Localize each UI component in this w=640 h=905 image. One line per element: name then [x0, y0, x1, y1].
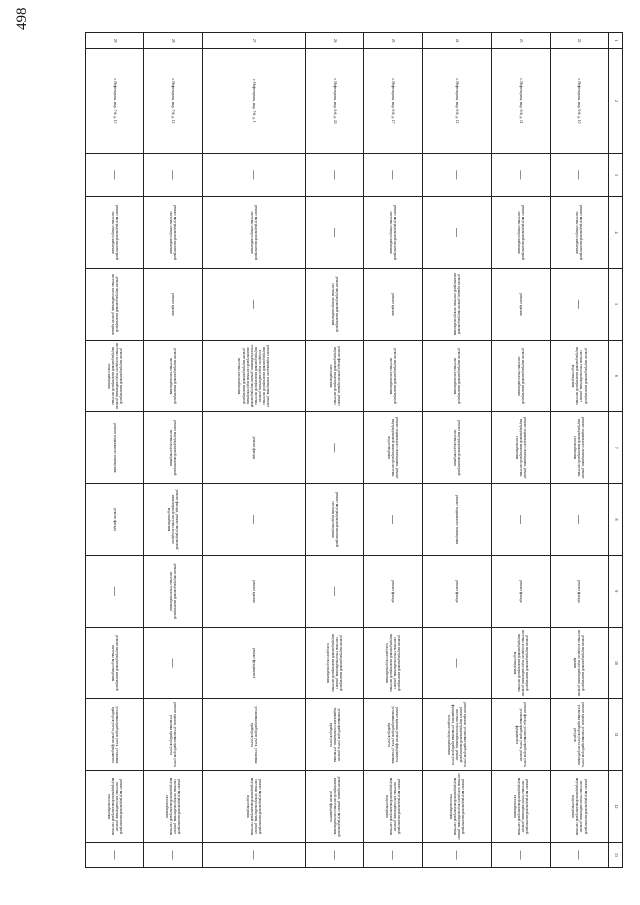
- table-cell: ремонт внутридомовой инженерной системы электроснабжения: [492, 197, 550, 269]
- table-row: [86, 33, 144, 868]
- table-cell: ремонт внутридомовой инженерной системы холодного водоснабжения, ремонт внутридомовой инженерной системы теплоснабжения: [422, 771, 492, 843]
- table-cell: —: [364, 484, 422, 556]
- table-cell: —: [492, 484, 550, 556]
- table-cell: ремонт подвального помещения, ремонт внутридомовой инженерной системы газоснабжения: [492, 412, 550, 484]
- table-cell: —: [305, 842, 363, 867]
- address-cell: г. Нефтекумск, мкр. 7-й, д. 13: [86, 49, 144, 153]
- address-cell: г. Нефтекумск, мкр. 6-й, д. 17: [364, 49, 422, 153]
- table-cell: —: [550, 153, 608, 196]
- table-cell: ремонт фасада: [86, 484, 144, 556]
- table-cell: ремонт крыши, установка приборов учета, ремонт внутридомовой инженерной системы теплоснабжения, ремонт фундамента, установка приборов учета холодного водоснабжения: [422, 699, 492, 771]
- table-cell: ремонт внутридомовой инженерной системы теплоснабжения: [144, 555, 202, 627]
- table-cell: установка приборов учета, установка приборов учета, ремонт фундамента: [86, 699, 144, 771]
- header-cell: 3: [609, 153, 623, 196]
- table-cell: —: [492, 842, 550, 867]
- table-cell: ремонт фасада: [422, 555, 492, 627]
- table-cell: —: [422, 627, 492, 699]
- row-number: 25: [364, 33, 422, 49]
- table-cell: —: [550, 484, 608, 556]
- table-body: [86, 33, 609, 868]
- table-cell: —: [202, 842, 305, 867]
- table-row: [492, 33, 550, 868]
- table-cell: —: [422, 153, 492, 196]
- table-cell: ремонт фасада: [364, 555, 422, 627]
- table-cell: ремонт внутридомовой инженерной системы водоотведения: [144, 412, 202, 484]
- table-cell: установка приборов учета, ремонт подвального помещения, установка приборов учета: [305, 699, 363, 771]
- table-cell: ремонт крыши: [144, 268, 202, 340]
- header-cell: 8: [609, 484, 623, 556]
- address-cell: г. Нефтекумск, мкр. 6-й, д. 11: [492, 49, 550, 153]
- row-number: 27: [202, 33, 305, 49]
- table-cell: ремонт крыши, ремонт фундамента, установка приборов учета, установка приборов учета: [364, 699, 422, 771]
- table-row: [550, 33, 608, 868]
- table-row: [144, 33, 202, 868]
- table-cell: ремонт фасада: [202, 412, 305, 484]
- table-cell: —: [144, 842, 202, 867]
- table-cell: —: [86, 555, 144, 627]
- table-cell: —: [144, 153, 202, 196]
- table-cell: ремонт подвального помещения, ремонт внутридомовой инженерной системы холодного водоснабжения, ремонт внутридомовой инженерной системы теплоснабжения, ремонт внутридомовой инженерной системы водоотведения, ремонт внутридомовой инженерной системы газоснабжения: [202, 340, 305, 412]
- table-cell: ремонт внутридомовой инженерной системы электроснабжения, ремонт внутридомовой инженерной системы газоснабжения: [144, 771, 202, 843]
- table-cell: ремонт фасада, ремонт крыши, ремонт внутридомовой инженерной системы газоснабжения: [305, 340, 363, 412]
- table-row: [305, 33, 363, 868]
- table-cell: ремонт крыши, ремонт внутридомовой инженерной системы электроснабжения: [422, 268, 492, 340]
- table-cell: ремонт подвального помещения: [422, 484, 492, 556]
- table-cell: ремонт внутридомовой инженерной системы электроснабжения: [202, 197, 305, 269]
- table-cell: —: [550, 842, 608, 867]
- table-cell: ремонт внутридомовой инженерной системы водоотведения: [86, 627, 144, 699]
- table-cell: ремонт внутридомовой инженерной системы газоснабжения, ремонт внутридомовой инженерной системы водоотведения: [364, 771, 422, 843]
- header-cell: 12: [609, 771, 623, 843]
- table-cell: —: [422, 197, 492, 269]
- header-cell: 5: [609, 268, 623, 340]
- table-cell: —: [202, 268, 305, 340]
- table-cell: ремонт внутридомовой инженерной системы водоотведения: [305, 484, 363, 556]
- table-cell: ремонт внутридомовой инженерной системы теплоснабжения, ремонт внутридомовой инженерной системы водоотведения: [550, 771, 608, 843]
- row-number: 29: [86, 33, 144, 49]
- table-cell: —: [202, 153, 305, 196]
- header-cell: 13: [609, 842, 623, 867]
- table-cell: —: [305, 153, 363, 196]
- table-cell: ремонт внутридомовой инженерной системы теплоснабжения, ремонт внутридомовой инженерной системы холодного водоснабжения: [364, 627, 422, 699]
- row-number: 26: [305, 33, 363, 49]
- table-cell: —: [305, 197, 363, 269]
- table-cell: —: [305, 555, 363, 627]
- table-cell: ремонт внутридомовой инженерной системы теплоснабжения, ремонт внутридомовой инженерной системы холодного водоснабжения: [305, 627, 363, 699]
- table-cell: ремонт внутридомовой инженерной системы электроснабжения: [86, 197, 144, 269]
- table-cell: ремонт внутридомовой инженерной системы электроснабжения, ремонт внутридомовой инженерной системы водоотведения: [202, 771, 305, 843]
- table-cell: ремонт внутридомовой инженерной системы газоснабжения: [144, 340, 202, 412]
- table-cell: —: [422, 842, 492, 867]
- table-cell: —: [492, 153, 550, 196]
- table-cell: ремонт внутридомовой инженерной системы водоотведения: [422, 412, 492, 484]
- header-cell: 10: [609, 627, 623, 699]
- table-cell: —: [364, 153, 422, 196]
- table-cell: ремонт фасада, ремонт внутридомовой инженерной системы холодного водоснабжения: [144, 484, 202, 556]
- row-number: 28: [144, 33, 202, 49]
- table-cell: ремонт фасада, установка приборов учета, установка приборов учета, ремонт фундамента: [492, 699, 550, 771]
- table-cell: —: [364, 842, 422, 867]
- table-cell: установка приборов учета, установка приборов учета: [202, 699, 305, 771]
- address-cell: г. Нефтекумск, мкр. 6-й, д. 10: [550, 49, 608, 153]
- header-row: [609, 33, 623, 868]
- table-cell: ремонт крыши: [492, 268, 550, 340]
- table-cell: ремонт внутридомовой инженерной системы теплоснабжения: [492, 340, 550, 412]
- table-cell: ремонт внутридомовой инженерной системы газоснабжения, ремонт крыши: [86, 268, 144, 340]
- table-cell: ремонт фасада: [550, 555, 608, 627]
- table-cell: ремонт подвального помещения, ремонт внутридомовой инженерной системы водоотведения: [364, 412, 422, 484]
- table-cell: —: [550, 268, 608, 340]
- table-cell: —: [305, 412, 363, 484]
- table-cell: ремонт крыши, установка приборов учета, установка приборов учета потребления ресурсов: [550, 699, 608, 771]
- table-cell: ремонт внутридомовой инженерной системы холодного водоснабжения, ремонт крыши: [550, 627, 608, 699]
- header-cell: 6: [609, 340, 623, 412]
- header-cell: 11: [609, 699, 623, 771]
- table-cell: —: [86, 842, 144, 867]
- table-cell: ремонт внутридомовой инженерной системы газоснабжения: [422, 340, 492, 412]
- rotated-table-wrapper: [85, 32, 623, 868]
- table-cell: —: [86, 153, 144, 196]
- table-cell: ремонт внутридомовой инженерной системы электроснабжения: [305, 268, 363, 340]
- row-number: 24: [422, 33, 492, 49]
- address-cell: г. Нефтекумск, мкр. 7-й, д. 1: [202, 49, 305, 153]
- header-cell: 1: [609, 33, 623, 49]
- table-cell: ремонт крыши: [202, 555, 305, 627]
- table-row: [364, 33, 422, 868]
- address-cell: г. Нефтекумск, мкр. 6-й, д. 12: [422, 49, 492, 153]
- table-cell: —: [144, 627, 202, 699]
- table-row: [422, 33, 492, 868]
- table-cell: ремонт крыши, установка приборов учета, установка приборов учета: [144, 699, 202, 771]
- table-cell: ремонт подвального помещения: [86, 412, 144, 484]
- table-cell: ремонт крыши, ремонт внутридомовой инженерной системы газоснабжения, ремонт фундамента: [305, 771, 363, 843]
- header-cell: 7: [609, 412, 623, 484]
- address-cell: г. Нефтекумск, мкр. 7-й, д. 12: [144, 49, 202, 153]
- repair-schedule-table: [85, 32, 623, 868]
- table-cell: ремонт внутридомовой инженерной системы электроснабжения: [550, 197, 608, 269]
- address-cell: г. Нефтекумск, мкр. 6-й, д. 20: [305, 49, 363, 153]
- header-cell: 2: [609, 49, 623, 153]
- header-cell: 9: [609, 555, 623, 627]
- table-cell: ремонт подвального помещения, ремонт внутридомовой инженерной системы газоснабжения: [550, 412, 608, 484]
- table-cell: ремонт внутридомовой инженерной системы теплоснабжения, ремонт внутридомовой инженерной системы газоснабжения: [492, 771, 550, 843]
- header-cell: 4: [609, 197, 623, 269]
- table-cell: ремонт внутридомовой инженерной системы холодного водоснабжения, ремонт внутридомовой инженерной системы водоотведения: [492, 627, 550, 699]
- page-number: 498: [14, 7, 30, 30]
- table-row: [202, 33, 305, 868]
- table-cell: ремонт внутридомовой инженерной системы теплоснабжения, ремонт внутридомовой инженерной системы водоотведения: [550, 340, 608, 412]
- table-cell: ремонт внутридомовой инженерной системы газоснабжения, ремонт внутридомовой инженерной системы теплоснабжения: [86, 771, 144, 843]
- table-cell: ремонт фундамента: [202, 627, 305, 699]
- table-cell: ремонт крыши: [364, 268, 422, 340]
- table-cell: ремонт внутридомовой инженерной системы электроснабжения: [144, 197, 202, 269]
- table-cell: ремонт фасада: [492, 555, 550, 627]
- table-cell: —: [202, 484, 305, 556]
- table-cell: ремонт внутридомовой инженерной системы газоснабжения: [364, 340, 422, 412]
- table-cell: ремонт внутридомовой инженерной системы электроснабжения: [364, 197, 422, 269]
- table-cell: ремонт внутридомовой инженерной системы холодного водоснабжения, ремонт внутридомовой инженерной системы теплоснабжения: [86, 340, 144, 412]
- row-number: 23: [492, 33, 550, 49]
- row-number: 22: [550, 33, 608, 49]
